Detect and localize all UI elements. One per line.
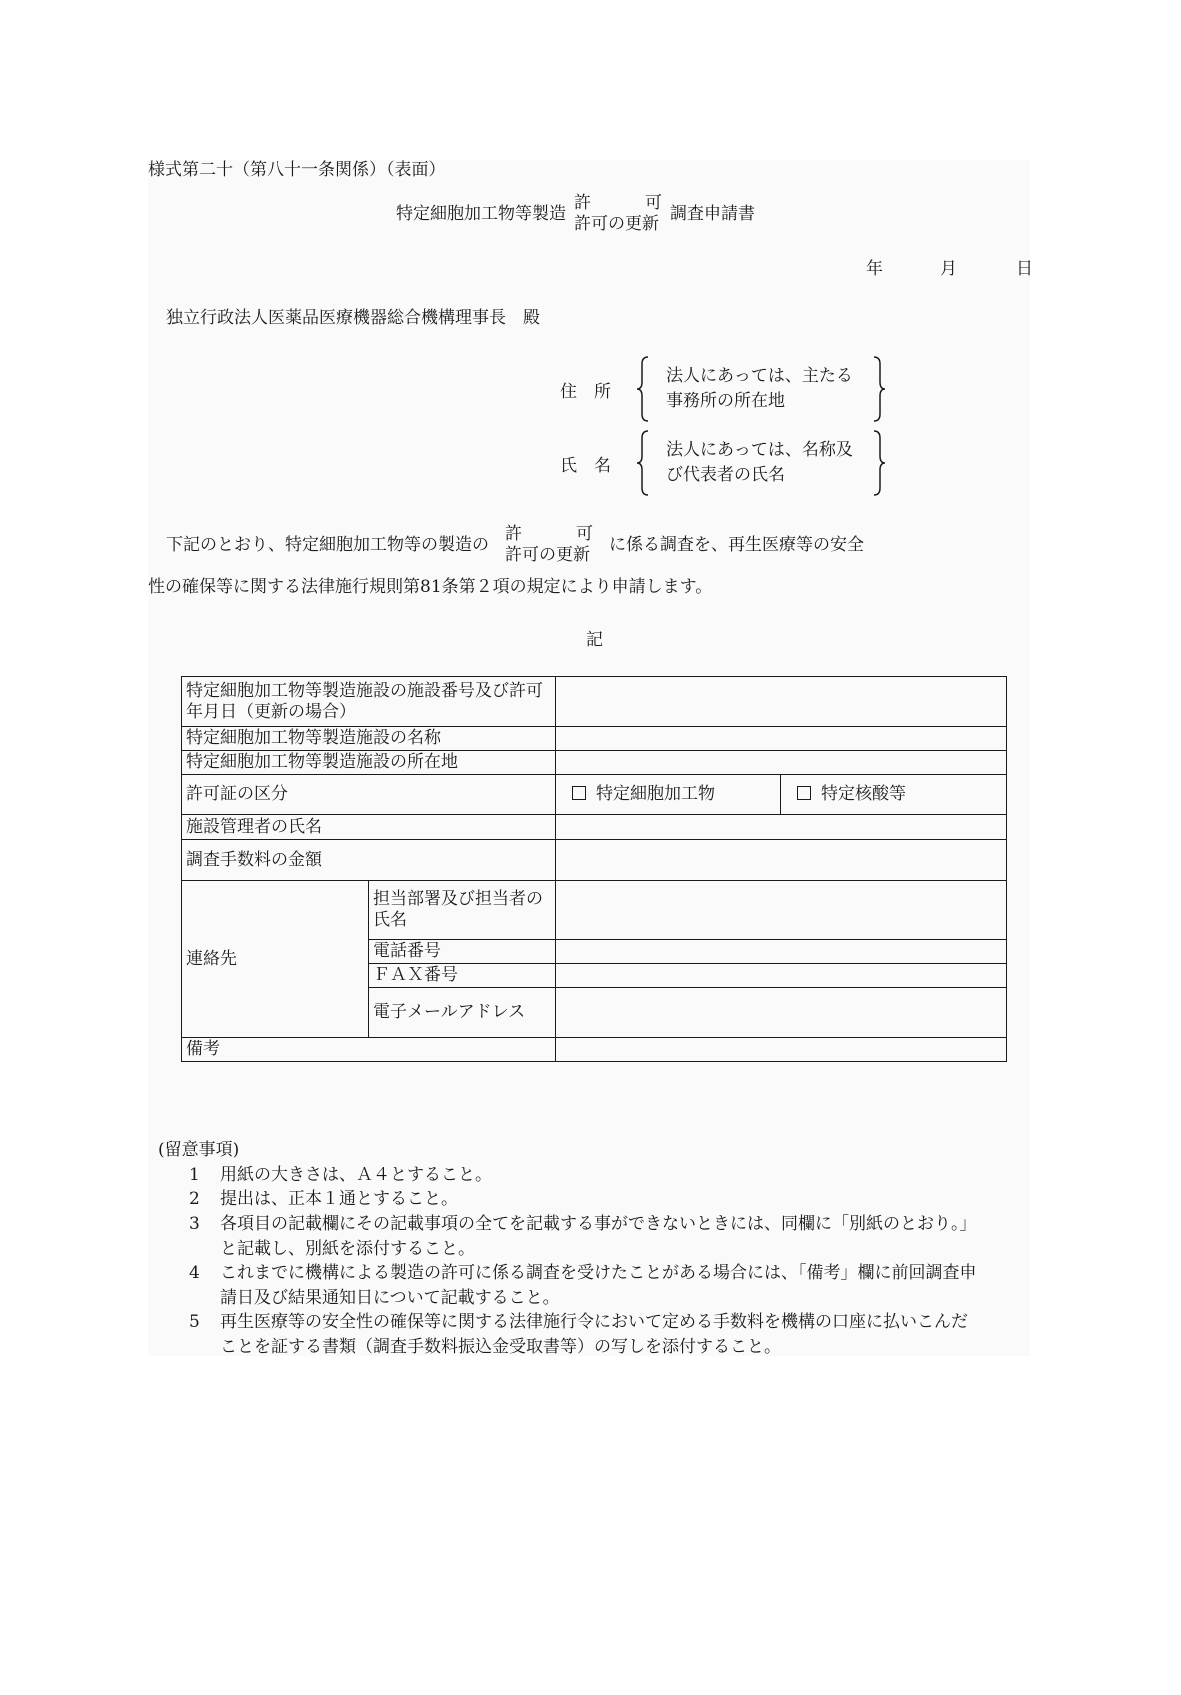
name-note: 法人にあっては、名称及び代表者の氏名 [666,440,853,485]
addressee: 独立行政法人医薬品医療機器総合機構理事長 殿 [166,308,540,328]
contact-person-label: 担当部署及び担当者の氏名 [369,881,556,940]
address-label: 住 所 [560,382,611,402]
left-brace-icon [636,356,650,422]
note-item [158,1163,978,1188]
note-item [158,1310,978,1359]
email-label: 電子メールアドレス [369,988,556,1038]
form-title [396,193,755,236]
license-option-nucleic[interactable] [781,775,1007,815]
body-suffix: に係る調査を、再生医療等の安全 [609,535,864,556]
license-option-nucleic-label: 特定核酸等 [821,784,906,805]
phone-label: 電話番号 [369,940,556,964]
form-reference: 様式第二十（第八十一条関係）（表面） [148,160,446,180]
note-text: これまでに機構による製造の許可に係る調査を受けたことがある場合には、「備考」欄に前回調査申請日及び結果通知日について記載すること。 [220,1263,977,1308]
note-item [158,1187,978,1212]
facility-location-label: 特定細胞加工物等製造施設の所在地 [182,751,556,775]
fax-label: ＦＡＸ番号 [369,964,556,988]
date-year: 年 [866,259,883,279]
body-option-kyo: 許 [505,524,522,544]
note-text: 提出は、正本１通とすること。 [220,1189,458,1210]
title-option-renewal: 許可の更新 [574,214,659,235]
title-option-stack [574,193,662,236]
notes-heading: (留意事項) [158,1140,240,1160]
title-option-kyo: 許 [574,193,591,213]
email-field[interactable] [556,988,1007,1038]
note-item [158,1212,978,1261]
note-text: 再生医療等の安全性の確保等に関する法律施行令において定める手数料を機構の口座に払いこんだことを証する書類（調査手数料振込金受取書等）の写しを添付すること。 [220,1312,968,1358]
title-suffix: 調査申請書 [670,204,755,225]
contact-person-field[interactable] [556,881,1007,940]
title-prefix: 特定細胞加工物等製造 [396,204,566,225]
remarks-label: 備考 [182,1038,556,1062]
facility-location-field[interactable] [556,751,1007,775]
notes-section [158,1138,978,1360]
contact-label: 連絡先 [182,881,369,1038]
facility-number-field[interactable] [556,677,1007,727]
right-brace-icon [872,430,886,496]
note-number: 5 [189,1312,200,1333]
fee-amount-field[interactable] [556,840,1007,881]
facility-name-label: 特定細胞加工物等製造施設の名称 [182,727,556,751]
note-number: 3 [189,1213,200,1234]
facility-name-field[interactable] [556,727,1007,751]
body-prefix: 下記のとおり、特定細胞加工物等の製造の [166,535,489,556]
title-option-ka: 可 [645,193,662,213]
body-option-ka: 可 [576,524,593,544]
license-type-label: 許可証の区分 [182,775,556,815]
address-note-box [636,356,886,422]
fee-amount-label: 調査手数料の金額 [182,840,556,881]
checkbox-cell-icon[interactable] [572,786,586,800]
remarks-field[interactable] [556,1038,1007,1062]
right-brace-icon [872,356,886,422]
name-label: 氏 名 [560,456,611,476]
ki-heading: 記 [586,630,603,650]
name-note-box [636,430,886,496]
body-option-stack [505,524,593,567]
checkbox-nucleic-icon[interactable] [797,786,811,800]
license-option-cell[interactable] [556,775,781,815]
body-line-2: 性の確保等に関する法律施行規則第81条第２項の規定により申請します。 [148,577,713,597]
note-item [158,1261,978,1310]
license-option-cell-label: 特定細胞加工物 [596,784,715,805]
manager-name-field[interactable] [556,815,1007,840]
address-note: 法人にあっては、主たる事務所の所在地 [666,366,853,411]
facility-number-label: 特定細胞加工物等製造施設の施設番号及び許可年月日（更新の場合） [182,677,556,727]
date-day: 日 [1016,259,1033,279]
note-number: 1 [189,1164,200,1185]
note-number: 4 [189,1263,200,1284]
fax-field[interactable] [556,964,1007,988]
phone-field[interactable] [556,940,1007,964]
body-line-1 [166,524,864,567]
body-option-renewal: 許可の更新 [505,545,590,566]
note-text: 各項目の記載欄にその記載事項の全てを記載する事ができないときには、同欄に「別紙のとおり。」と記載し、別紙を添付すること。 [220,1213,977,1259]
note-number: 2 [189,1189,200,1210]
note-text: 用紙の大きさは、Ａ４とすること。 [220,1164,492,1185]
manager-name-label: 施設管理者の氏名 [182,815,556,840]
date-month: 月 [940,259,957,279]
left-brace-icon [636,430,650,496]
application-table [181,676,1007,1062]
